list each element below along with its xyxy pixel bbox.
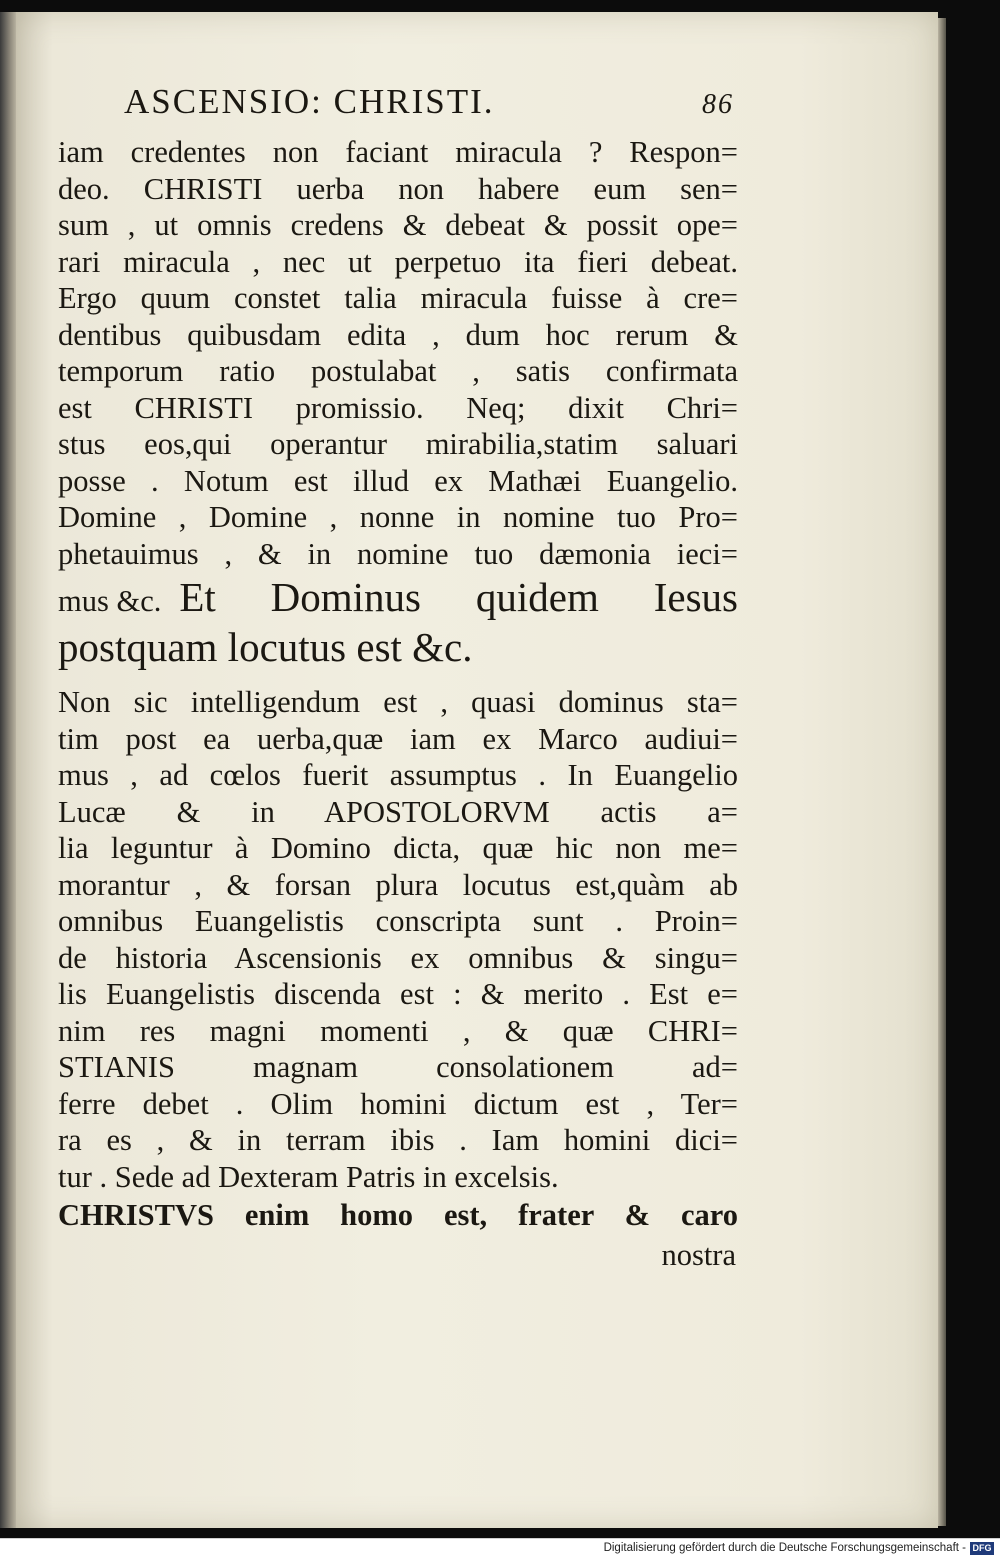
funding-credit: Digitalisierung gefördert durch die Deutsche Forschungsgemeinschaft -: [603, 1542, 966, 1554]
text-line: omnibus Euangelistis conscripta sunt . Proin=: [58, 904, 738, 938]
text-line: mus , ad cœlos fuerit assumptus . In Euangelio: [58, 758, 738, 792]
text-line: iam credentes non faciant miracula ? Respon=: [58, 135, 738, 169]
running-head: [58, 82, 738, 134]
text-line: deo. CHRISTI uerba non habere eum sen=: [58, 171, 738, 206]
text-line: sum , ut omnis credens & debeat & possit ope=: [58, 208, 738, 242]
text-line: STIANIS magnam consolationem ad=: [58, 1050, 738, 1084]
text-line: dentibus quibusdam edita , dum hoc rerum &: [58, 317, 738, 352]
footer-bar: [0, 1538, 1000, 1559]
text-line: lia leguntur à Domino dicta, quæ hic non me=: [58, 831, 738, 865]
text-line-end: mus &c.: [58, 584, 162, 618]
text-line: temporum ratio postulabat , satis confirmata: [58, 354, 738, 388]
text-line: tur . Sede ad Dexteram Patris in excelsis.: [58, 1159, 559, 1194]
text-line: phetauimus , & in nomine tuo dæmonia ieci=: [58, 536, 738, 571]
text-line: tim post ea uerba,quæ iam ex Marco audiui=: [58, 721, 738, 756]
page-text-block: [58, 82, 738, 1275]
catchword: nostra: [661, 1238, 736, 1272]
text-line: de historia Ascensionis ex omnibus & singu=: [58, 940, 738, 975]
spacer: [58, 672, 738, 684]
folio-number: 86: [702, 89, 734, 120]
dfg-logo: DFG: [970, 1542, 994, 1555]
paragraph-2: [58, 684, 738, 1195]
text-line: Non sic intelligendum est , quasi dominus sta=: [58, 685, 738, 719]
text-line: morantur , & forsan plura locutus est,quàm ab: [58, 867, 738, 902]
lemma-line-1: [58, 572, 738, 622]
text-line: nim res magni momenti , & quæ CHRI=: [58, 1013, 738, 1048]
lemma-heading: Et Dominus quidem Iesus: [179, 574, 738, 620]
text-line: Ergo quum constet talia miracula fuisse à cre=: [58, 281, 738, 315]
paragraph-1: [58, 134, 738, 572]
binding-edge: [0, 12, 16, 1528]
text-line: Lucæ & in APOSTOLORVM actis a=: [58, 794, 738, 829]
lemma-line-2: postquam locutus est &c.: [58, 624, 473, 670]
running-title: ASCENSIO: CHRISTI.: [124, 82, 495, 121]
text-line: est CHRISTI promissio. Neq; dixit Chri=: [58, 390, 738, 425]
page-fore-edge: [938, 18, 946, 1526]
text-line: lis Euangelistis discenda est : & merito . Est e=: [58, 977, 738, 1011]
text-line: rari miracula , nec ut perpetuo ita fieri debeat.: [58, 244, 738, 279]
last-text-line: CHRISTVS enim homo est, frater & caro: [58, 1198, 738, 1232]
text-line: posse . Notum est illud ex Mathæi Euangelio.: [58, 463, 738, 498]
text-line: ra es , & in terram ibis . Iam homini dici=: [58, 1123, 738, 1157]
text-line: Domine , Domine , nonne in nomine tuo Pro=: [58, 500, 738, 534]
text-line: stus eos,qui operantur mirabilia,statim saluari: [58, 427, 738, 461]
text-line: ferre debet . Olim homini dictum est , Ter=: [58, 1086, 738, 1121]
